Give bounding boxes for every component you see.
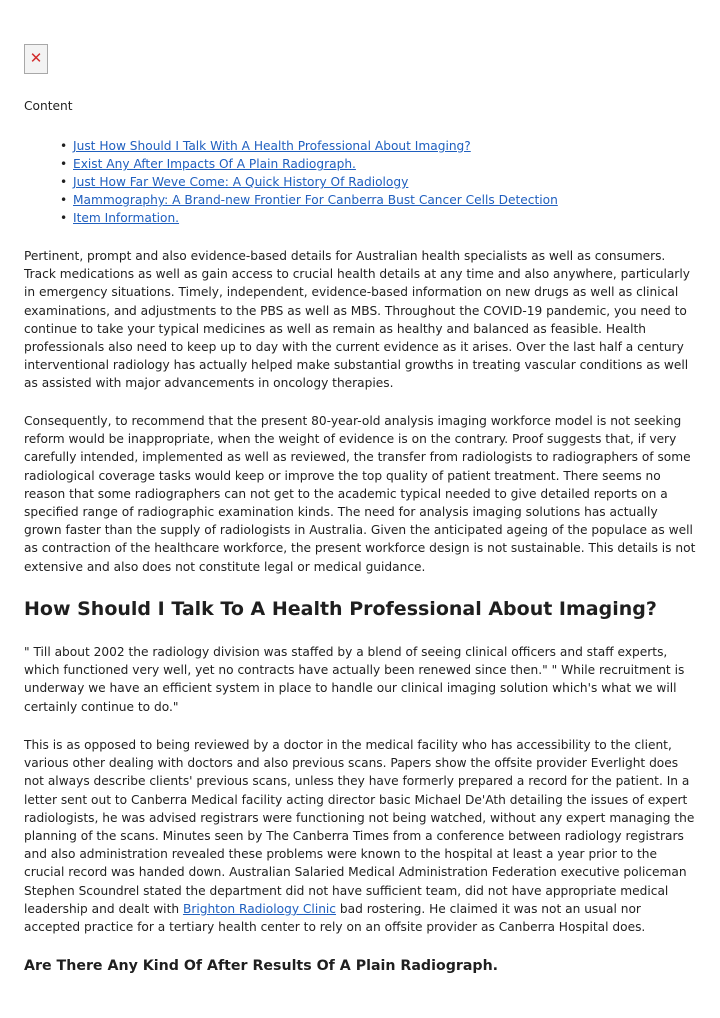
toc-link-talk-health-professional[interactable]: Just How Should I Talk With A Health Professional About Imaging? bbox=[73, 139, 471, 153]
toc-heading: Content bbox=[24, 99, 73, 113]
paragraph-canberra-hospital bbox=[24, 736, 696, 936]
toc-item bbox=[60, 191, 558, 209]
paragraph-text-before-link: This is as opposed to being reviewed by a doctor in the medical facility who has accessibility to the client, various other dealing with doctors and also previous scans. Papers show the offsite provider Everlight does not always describe clients' previous scans, unless they have formerly prepared a record for the patient. In a letter sent out to Canberra Medical facility acting director basic Michael De'Ath detailing the issues of expert radiologists, he was advised registrars were functioning not being watched, without any expert managing the planning of the scans. Minutes seen by The Canberra Times from a conference between radiology registrars and also administration revealed these problems were known to the hospital at least a year prior to the crucial record was handed down. Australian Salaried Medical Administration Federation executive policeman Stephen Scoundrel stated the department did not have sufficient team, did not have appropriate medical leadership and dealt with bbox=[24, 738, 695, 916]
toc-item bbox=[60, 173, 558, 191]
toc-link-mammography[interactable]: Mammography: A Brand-new Frontier For Canberra Bust Cancer Cells Detection bbox=[73, 193, 558, 207]
toc-link-history-radiology[interactable]: Just How Far Weve Come: A Quick History Of Radiology bbox=[73, 175, 409, 189]
close-icon: ✕ bbox=[29, 49, 43, 67]
subsection-heading: Are There Any Kind Of After Results Of A Plain Radiograph. bbox=[24, 958, 499, 974]
paragraph-text-after-link: bad rostering. He claimed it was not an usual nor accepted practice for a tertiary health center to rely on an offsite provider as Canberra Hospital does. bbox=[24, 901, 646, 935]
toc-item bbox=[60, 209, 558, 227]
paragraph-quote: " Till about 2002 the radiology division was staffed by a blend of seeing clinical officers and staff experts, which functioned very well, yet no contracts have actually been renewed since then." " While recruitment is underway we have an efficient system in place to handle our clinical imaging solution which's what we will certainly continue to do." bbox=[24, 645, 685, 714]
brighton-radiology-link[interactable]: Brighton Radiology Clinic bbox=[182, 901, 337, 916]
toc-item bbox=[60, 137, 558, 155]
toc-link-item-information[interactable]: Item Information. bbox=[73, 211, 180, 225]
toc-link-after-impacts[interactable]: Exist Any After Impacts Of A Plain Radiograph. bbox=[73, 157, 356, 171]
table-of-contents bbox=[60, 137, 558, 227]
broken-image-icon bbox=[24, 44, 48, 74]
paragraph-intro: Pertinent, prompt and also evidence-based details for Australian health specialists as well as consumers. Track medications as well as gain access to crucial health details at any time and also anywhere, particularly in emergency situations. Timely, independent, evidence-based information on new drugs as well as clinical examinations, and adjustments to the PBS as well as MBS. Throughout the COVID-19 pandemic, you need to continue to take your typical medicines as well as remain as healthy and balanced as feasible. Health professionals also need to keep up to day with the current evidence as it arises. Over the last half a century interventional radiology has actually helped make substantial growths in treating vascular conditions as well as assisted with major advancements in oncology therapies. bbox=[24, 249, 690, 391]
section-heading: How Should I Talk To A Health Professional About Imaging? bbox=[24, 598, 657, 620]
toc-item bbox=[60, 155, 558, 173]
paragraph-workforce: Consequently, to recommend that the present 80-year-old analysis imaging workforce model is not seeking reform would be inappropriate, when the weight of evidence is on the contrary. Proof suggests that, if very carefully intended, implemented as well as reviewed, the transfer from radiologists to radiographers of some radiological coverage tasks would keep or improve the top quality of patient treatment. There seems no reason that some radiographers can not get to the academic typical needed to give detailed reports on a specified range of radiographic examination kinds. The need for analysis imaging solutions has actually grown faster than the supply of radiologists in Australia. Given the anticipated ageing of the populace as well as contraction of the healthcare workforce, the present workforce design is not sustainable. This details is not extensive and also does not constitute legal or medical guidance. bbox=[24, 414, 696, 574]
